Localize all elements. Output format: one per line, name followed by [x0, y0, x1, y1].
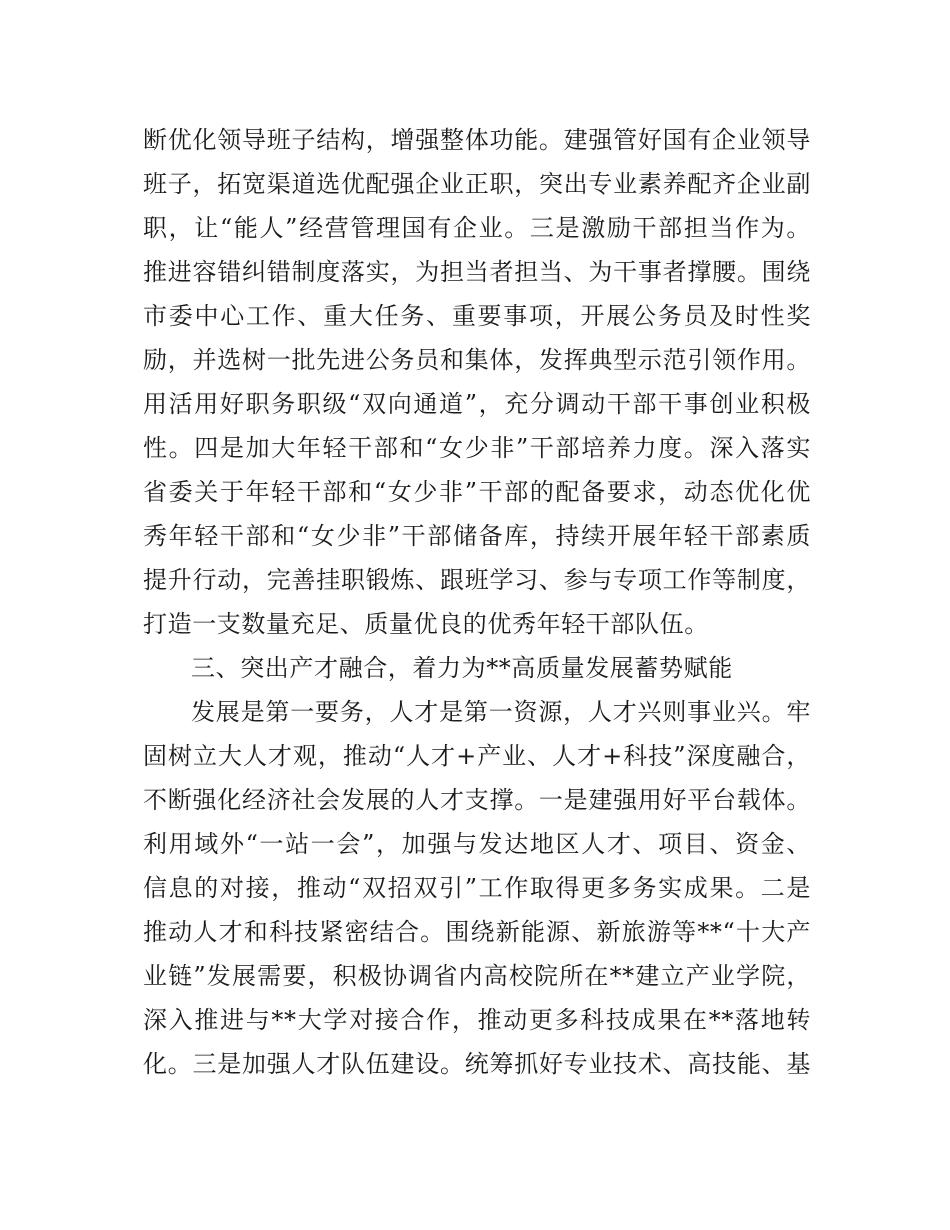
- body-text-line: 职，让“能人”经营管理国有企业。三是激励干部担当作为。: [143, 214, 811, 242]
- body-text-line: 断优化领导班子结构，增强整体功能。建强管好国有企业领导: [143, 126, 811, 154]
- body-text-line: 推动人才和科技紧密结合。围绕新能源、新旅游等**“十大产: [143, 918, 811, 946]
- body-text-line: 秀年轻干部和“女少非”干部储备库，持续开展年轻干部素质: [143, 522, 811, 550]
- body-text-line: 性。四是加大年轻干部和“女少非”干部培养力度。深入落实: [143, 434, 811, 462]
- body-text-line: 提升行动，完善挂职锻炼、跟班学习、参与专项工作等制度，: [143, 566, 811, 594]
- body-text-line: 化。三是加强人才队伍建设。统筹抓好专业技术、高技能、基: [143, 1050, 811, 1078]
- body-text-line: 打造一支数量充足、质量优良的优秀年轻干部队伍。: [143, 610, 709, 638]
- body-text-line: 固树立大人才观，推动“人才+产业、人才+科技”深度融合，: [143, 742, 811, 770]
- body-text-line: 信息的对接，推动“双招双引”工作取得更多务实成果。二是: [143, 874, 811, 902]
- body-text-line: 发展是第一要务，人才是第一资源，人才兴则事业兴。牢: [191, 698, 811, 726]
- body-text-line: 不断强化经济社会发展的人才支撑。一是建强用好平台载体。: [143, 786, 811, 814]
- section-heading: 三、突出产才融合，着力为**高质量发展蓄势赋能: [191, 654, 733, 682]
- body-text-line: 推进容错纠错制度落实，为担当者担当、为干事者撑腰。围绕: [143, 258, 811, 286]
- body-text-line: 市委中心工作、重大任务、重要事项，开展公务员及时性奖: [143, 302, 811, 330]
- body-text-line: 业链”发展需要，积极协调省内高校院所在**建立产业学院，: [143, 962, 811, 990]
- body-text-line: 励，并选树一批先进公务员和集体，发挥典型示范引领作用。: [143, 346, 811, 374]
- body-text-line: 利用域外“一站一会”，加强与发达地区人才、项目、资金、: [143, 830, 811, 858]
- body-text-line: 省委关于年轻干部和“女少非”干部的配备要求，动态优化优: [143, 478, 811, 506]
- body-text-line: 深入推进与**大学对接合作，推动更多科技成果在**落地转: [143, 1006, 811, 1034]
- body-text-line: 班子，拓宽渠道选优配强企业正职，突出专业素养配齐企业副: [143, 170, 811, 198]
- document-body: [143, 118, 811, 1086]
- body-text-line: 用活用好职务职级“双向通道”，充分调动干部干事创业积极: [143, 390, 811, 418]
